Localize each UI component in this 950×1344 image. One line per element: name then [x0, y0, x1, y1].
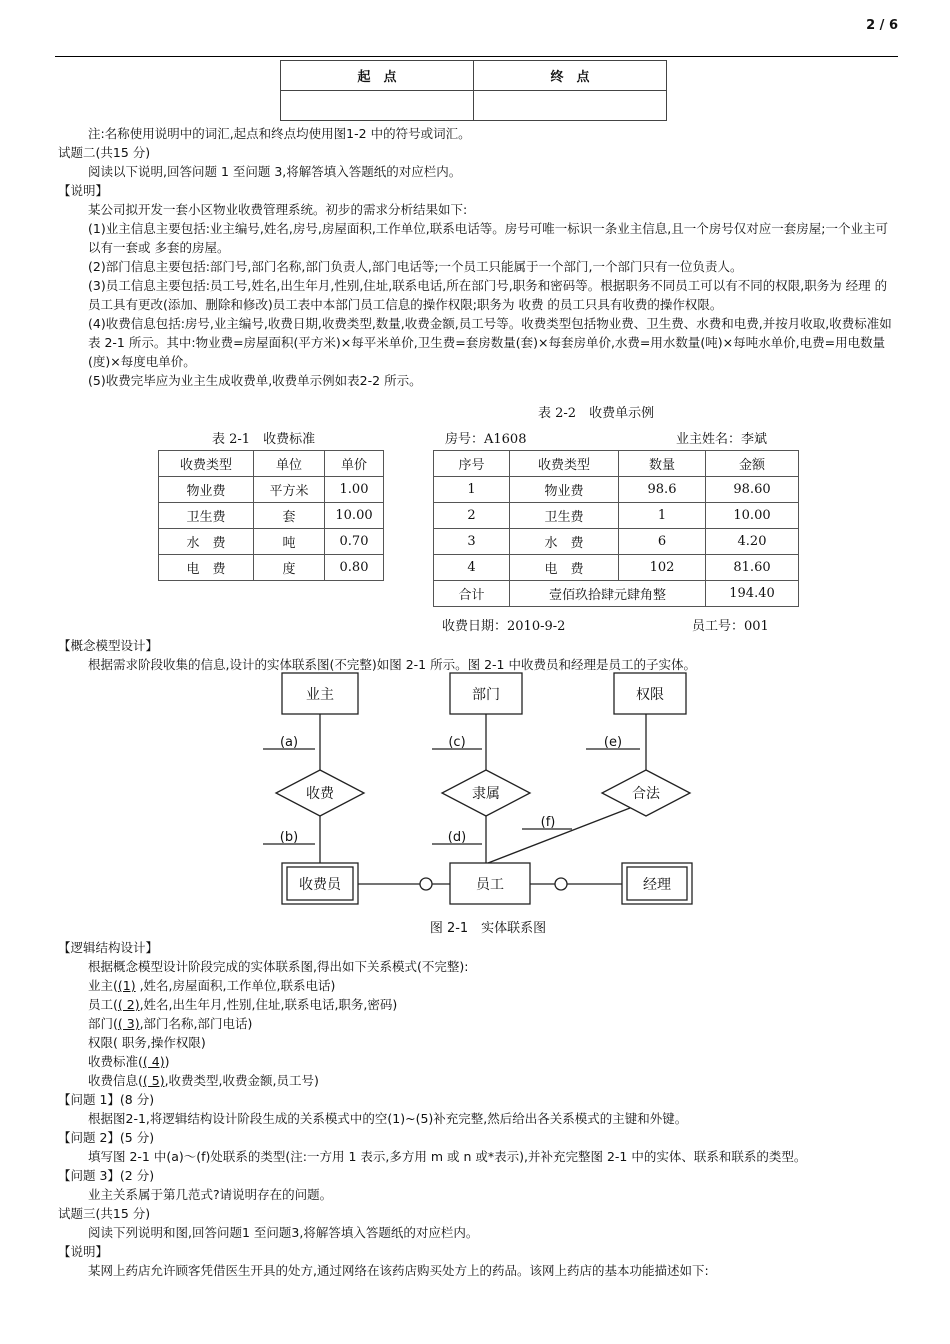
t2-header: 数量 — [619, 451, 706, 477]
t2-cell: 物业费 — [510, 477, 619, 503]
subtype-circle-left — [420, 878, 432, 890]
q2-text: 填写图 2-1 中(a)～(f)处联系的类型(注:一方用 1 表示,多方用 m 或 n 或*表示),并补充完整图 2-1 中的实体、联系和联系的类型。 — [88, 1149, 807, 1164]
t2-cell: 10.00 — [706, 503, 799, 529]
t1-cell: 0.70 — [325, 529, 384, 555]
blank-4: ( 4) — [142, 1054, 165, 1069]
test3-intro: 阅读下列说明和图,回答问题1 至问题3,将解答填入答题纸的对应栏内。 — [88, 1225, 479, 1240]
t2-cell: 98.6 — [619, 477, 706, 503]
test3-shuoming: 【说明】 — [58, 1244, 109, 1259]
relation-belong: 隶属 — [472, 786, 500, 802]
t2-cell: 1 — [434, 477, 510, 503]
test3-text: 某网上药店允许顾客凭借医生开具的处方,通过网络在该药店购买处方上的药品。该网上药店的基本功能描述如下: — [88, 1263, 709, 1278]
relation-legal: 合法 — [632, 786, 660, 802]
blank-1: (1) — [117, 978, 136, 993]
label-a: (a) — [279, 735, 299, 750]
t2-cell: 卫生费 — [510, 503, 619, 529]
table1-caption: 表 2-1 收费标准 — [212, 432, 316, 447]
t2-cell: 6 — [619, 529, 706, 555]
note: 注:名称使用说明中的词汇,起点和终点均使用图1-2 中的符号或词汇。 — [88, 126, 471, 141]
logic-heading: 【逻辑结构设计】 — [58, 940, 159, 955]
blank-3: ( 3) — [117, 1016, 140, 1031]
question2-title: 试题二(共15 分) — [58, 145, 151, 160]
table2-caption: 表 2-2 收费单示例 — [538, 406, 655, 421]
t1-cell: 10.00 — [325, 503, 384, 529]
charge-date: 收费日期：2010-9-2 — [442, 619, 566, 634]
concept-heading: 【概念模型设计】 — [58, 638, 159, 653]
subtype-circle-right — [555, 878, 567, 890]
entity-dept: 部门 — [472, 687, 500, 703]
q1-title: 【问题 1】(8 分) — [58, 1092, 155, 1107]
label-c: (c) — [448, 735, 466, 750]
paragraph-0: 某公司拟开发一套小区物业收费管理系统。初步的需求分析结果如下: — [88, 202, 468, 217]
t2-cell: 1 — [619, 503, 706, 529]
question2-intro: 阅读以下说明,回答问题 1 至问题 3,将解答填入答题纸的对应栏内。 — [88, 164, 462, 179]
t2-cell: 4 — [434, 555, 510, 581]
relation-fee-info: 收费信息(( 5),收费类型,收费金额,员工号) — [88, 1073, 319, 1088]
t1-cell: 吨 — [254, 529, 325, 555]
t1-cell: 卫生费 — [159, 503, 254, 529]
test3-title: 试题三(共15 分) — [58, 1206, 151, 1221]
t2-cell: 98.60 — [706, 477, 799, 503]
t1-cell: 度 — [254, 555, 325, 581]
entity-collector: 收费员 — [299, 877, 341, 893]
paragraph-2: (2)部门信息主要包括:部门号,部门名称,部门负责人,部门电话等;一个员工只能属于一个部门,一个部门只有一位负责人。 — [88, 259, 743, 274]
t2-cell: 3 — [434, 529, 510, 555]
label-d: (d) — [447, 830, 467, 845]
entity-owner: 业主 — [306, 687, 334, 703]
entity-manager: 经理 — [643, 877, 671, 893]
blank-2: ( 2) — [117, 997, 140, 1012]
paragraph-4: (4)收费信息包括:房号,业主编号,收费日期,收费类型,数量,收费金额,员工号等。收费类型包括物业费、卫生费、水费和电费,并按月收取,收费标准如表 2-1 所示。其中:物业费=房屋面积(平方米)×每平米单价,卫生费=套房数量(套)×每套房单价,水费=用水数量(吨)×每吨水单价,电费=用电数量(度)×每度电单价。 — [88, 316, 892, 369]
t1-header: 单价 — [325, 451, 384, 477]
t2-header: 金额 — [706, 451, 799, 477]
relation-owner: 业主((1) ,姓名,房屋面积,工作单位,联系电话) — [88, 978, 336, 993]
blank-5: ( 5) — [142, 1073, 165, 1088]
t2-cell: 81.60 — [706, 555, 799, 581]
entity-perm: 权限 — [636, 687, 664, 703]
shuoming-heading: 【说明】 — [58, 183, 109, 198]
paragraph-1: (1)业主信息主要包括:业主编号,姓名,房号,房屋面积,工作单位,联系电话等。房号可唯一标识一条业主信息,且一个房号仅对应一套房屋;一个业主可以有一套或 多套的房屋。 — [88, 221, 888, 255]
t1-cell: 水 费 — [159, 529, 254, 555]
owner-name: 业主姓名：李斌 — [676, 432, 768, 447]
label-e: (e) — [603, 735, 623, 750]
t1-header: 单位 — [254, 451, 325, 477]
q1-text: 根据图2-1,将逻辑结构设计阶段生成的关系模式中的空(1)~(5)补充完整,然后给出各关系模式的主键和外键。 — [88, 1111, 688, 1126]
t2-cell: 4.20 — [706, 529, 799, 555]
logic-intro: 根据概念模型设计阶段完成的实体联系图,得出如下关系模式(不完整): — [88, 959, 469, 974]
page-number: 2 / 6 — [866, 18, 898, 33]
q2-title: 【问题 2】(5 分) — [58, 1130, 155, 1145]
paragraph-3: (3)员工信息主要包括:员工号,姓名,出生年月,性别,住址,联系电话,所在部门号,职务和密码等。根据职务不同员工可以有不同的权限,职务为 经理 的员工具有更改(添加、删除和修改)员工表中本部门员工信息的操作权限;职务为 收费 的员工只具有收费的操作权限。 — [88, 278, 888, 312]
t2-cell: 水 费 — [510, 529, 619, 555]
entity-staff: 员工 — [476, 877, 504, 893]
t1-cell: 套 — [254, 503, 325, 529]
t1-cell: 电 费 — [159, 555, 254, 581]
room-number: 房号：A1608 — [445, 432, 527, 447]
t1-cell: 物业费 — [159, 477, 254, 503]
t2-cell: 2 — [434, 503, 510, 529]
label-b: (b) — [279, 830, 299, 845]
t2-header: 序号 — [434, 451, 510, 477]
total-value: 194.40 — [706, 581, 799, 607]
staff-number: 员工号：001 — [692, 619, 769, 634]
concept-text: 根据需求阶段收集的信息,设计的实体联系图(不完整)如图 2-1 所示。图 2-1 中收费员和经理是员工的子实体。 — [88, 657, 696, 672]
t2-cell: 电 费 — [510, 555, 619, 581]
relation-charge: 收费 — [306, 786, 334, 802]
t1-cell: 0.80 — [325, 555, 384, 581]
end-header: 终 点 — [474, 61, 667, 91]
total-words: 壹佰玖拾肆元肆角整 — [510, 581, 706, 607]
t1-cell: 1.00 — [325, 477, 384, 503]
start-header: 起 点 — [281, 61, 474, 91]
relation-staff: 员工(( 2),姓名,出生年月,性别,住址,联系电话,职务,密码) — [88, 997, 398, 1012]
total-label: 合计 — [434, 581, 510, 607]
logic-section — [58, 938, 898, 1280]
q3-title: 【问题 3】(2 分) — [58, 1168, 155, 1183]
t2-cell: 102 — [619, 555, 706, 581]
relation-perm: 权限( 职务,操作权限) — [88, 1035, 206, 1050]
t1-header: 收费类型 — [159, 451, 254, 477]
relation-fee-standard: 收费标准(( 4)) — [88, 1054, 170, 1069]
diagram-caption: 图 2-1 实体联系图 — [429, 921, 547, 936]
paragraph-5: (5)收费完毕应为业主生成收费单,收费单示例如表2-2 所示。 — [88, 373, 422, 388]
label-f: (f) — [540, 815, 556, 830]
q3-text: 业主关系属于第几范式?请说明存在的问题。 — [88, 1187, 333, 1202]
line-legal-staff — [488, 808, 630, 863]
relation-dept: 部门(( 3),部门名称,部门电话) — [88, 1016, 253, 1031]
t2-header: 收费类型 — [510, 451, 619, 477]
t1-cell: 平方米 — [254, 477, 325, 503]
